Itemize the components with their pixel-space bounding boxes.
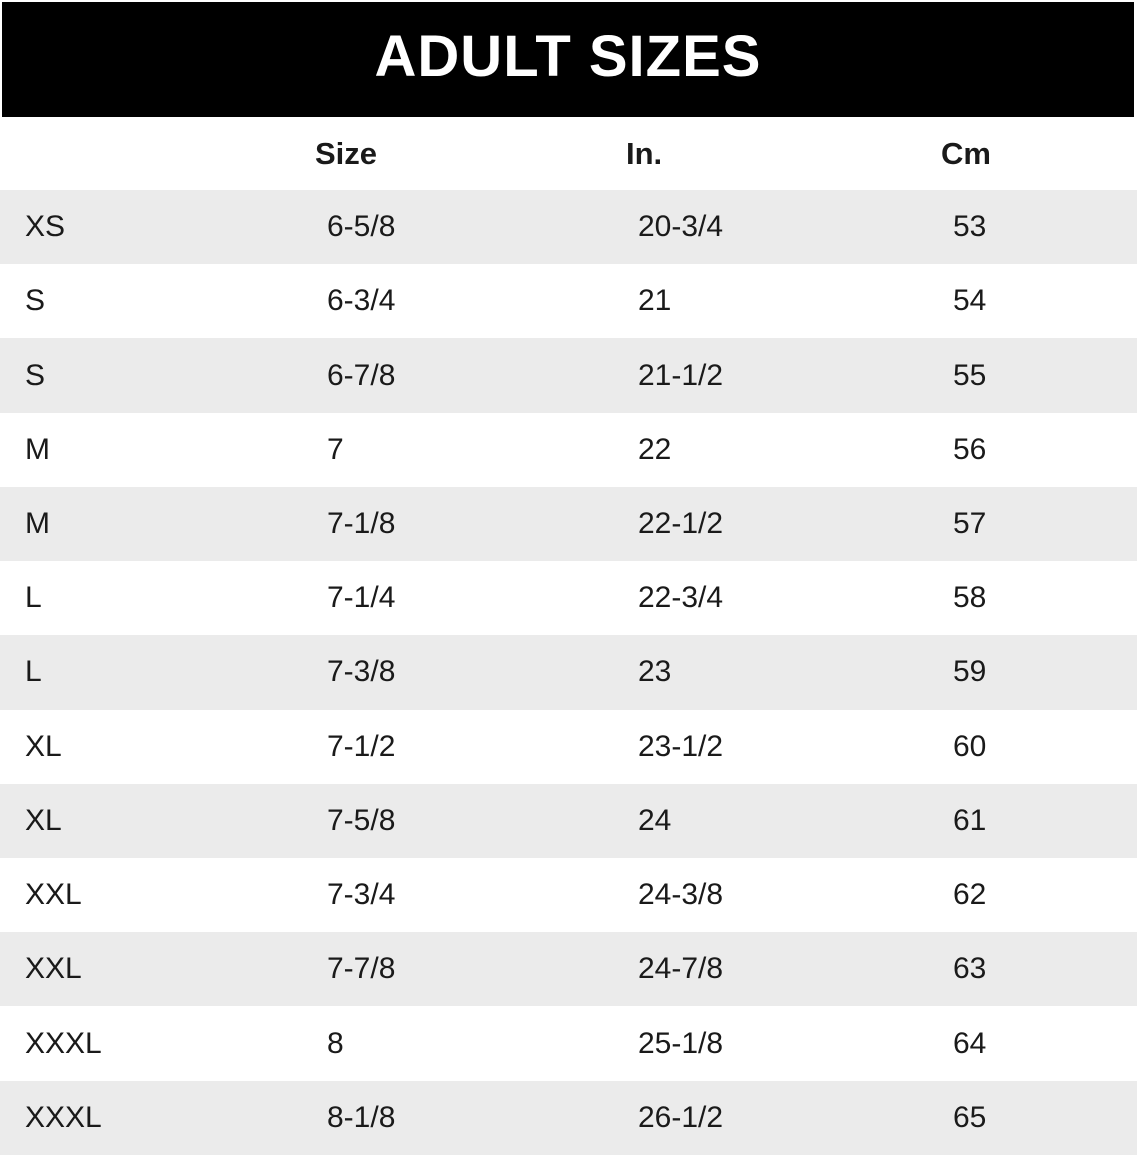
cell-cm-value: 53 [953,210,987,244]
cell-inches-value: 21-1/2 [638,358,724,392]
cell-cm-value: 65 [953,1100,987,1134]
cell-cm-value: 56 [953,432,987,466]
title-banner [2,2,1134,117]
cell-size-value: 6-7/8 [327,358,396,392]
cell-size-value: 8-1/8 [327,1100,396,1134]
cell-size-value: 7-1/4 [327,581,396,615]
cell-size-value: 6-3/4 [327,284,396,318]
table-row [0,338,1137,412]
cell-size-value: 6-5/8 [327,210,396,244]
cell-size-label: XXXL [25,1026,102,1060]
cell-cm-value: 62 [953,878,987,912]
cell-size-value: 7 [327,432,344,466]
cell-inches-value: 22-3/4 [638,581,724,615]
table-row [0,264,1137,338]
cell-size-value: 8 [327,1026,344,1060]
cell-size-value: 7-1/8 [327,506,396,540]
cell-size-label: XL [25,803,62,837]
cell-size-label: M [25,432,50,466]
page-title: ADULT SIZES [374,23,762,89]
cell-cm-value: 64 [953,1026,987,1060]
cell-size-label: XL [25,729,62,763]
table-row [0,1081,1137,1155]
column-header-size: Size [315,136,378,171]
table-row [0,635,1137,709]
cell-size-label: S [25,358,46,392]
cell-size-value: 7-3/8 [327,655,396,689]
cell-inches-value: 24 [638,803,672,837]
cell-cm-value: 63 [953,952,987,986]
table-header-row [0,117,1137,190]
cell-size-label: XXL [25,878,82,912]
column-header-cm: Cm [941,136,991,171]
table-row [0,561,1137,635]
cell-inches-value: 23 [638,655,672,689]
cell-size-label: L [25,581,42,615]
cell-cm-value: 54 [953,284,987,318]
cell-cm-value: 55 [953,358,987,392]
table-row [0,413,1137,487]
table-row [0,190,1137,264]
cell-inches-value: 22-1/2 [638,506,724,540]
table-row [0,784,1137,858]
cell-cm-value: 57 [953,506,987,540]
cell-size-label: XXXL [25,1100,102,1134]
cell-cm-value: 60 [953,729,987,763]
cell-inches-value: 22 [638,432,672,466]
cell-cm-value: 58 [953,581,987,615]
cell-size-label: XS [25,210,66,244]
table-row [0,710,1137,784]
cell-size-label: M [25,506,50,540]
column-header-inches: In. [626,136,663,171]
size-table [0,117,1137,1155]
cell-cm-value: 61 [953,803,987,837]
cell-inches-value: 25-1/8 [638,1026,724,1060]
cell-inches-value: 24-7/8 [638,952,724,986]
table-row [0,487,1137,561]
table-row [0,932,1137,1006]
table-row [0,1006,1137,1080]
cell-inches-value: 26-1/2 [638,1100,724,1134]
cell-size-value: 7-5/8 [327,803,396,837]
cell-size-value: 7-7/8 [327,952,396,986]
cell-size-label: XXL [25,952,82,986]
cell-cm-value: 59 [953,655,987,689]
table-row [0,858,1137,932]
cell-inches-value: 20-3/4 [638,210,724,244]
cell-inches-value: 23-1/2 [638,729,724,763]
cell-inches-value: 24-3/8 [638,878,724,912]
cell-size-label: L [25,655,42,689]
cell-inches-value: 21 [638,284,672,318]
cell-size-label: S [25,284,46,318]
cell-size-value: 7-3/4 [327,878,396,912]
table-body [0,190,1137,1155]
cell-size-value: 7-1/2 [327,729,396,763]
